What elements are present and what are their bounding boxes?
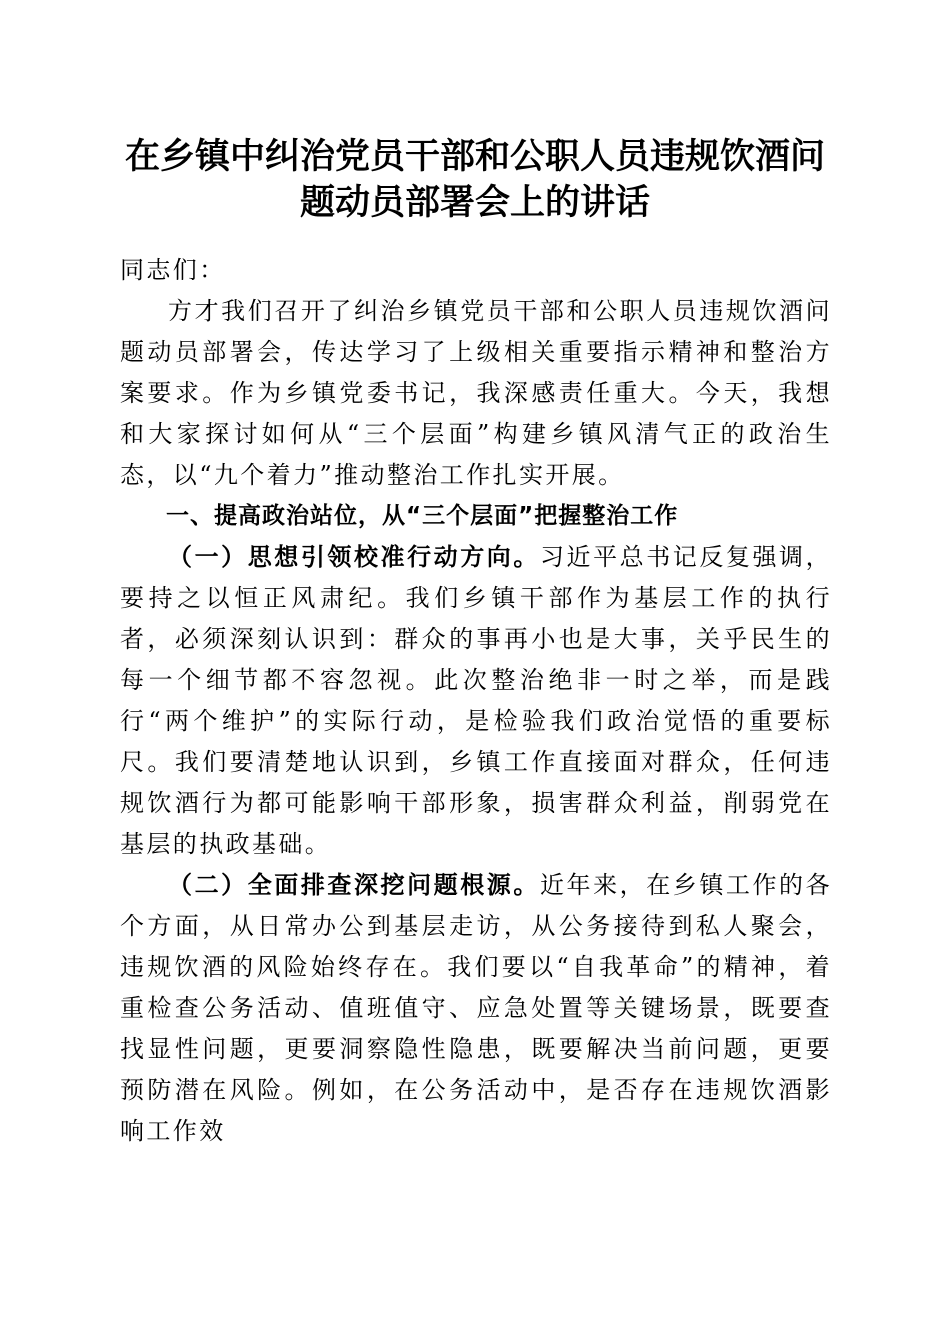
document-title	[100, 134, 850, 226]
subsection-2-text: 近年来，在乡镇工作的各个方面，从日常办公到基层走访，从公务接待到私人聚会，违规饮酒的风险始终存在。我们要以“自我革命”的精神，着重检查公务活动、值班值守、应急处置等关键场景，既要查找显性问题，更要洞察隐性隐患，既要解决当前问题，更要预防潜在风险。例如，在公务活动中，是否存在违规饮酒影响工作效	[120, 871, 832, 1145]
title-line-2: 题动员部署会上的讲话	[299, 182, 650, 223]
subsection-1-paragraph	[120, 537, 832, 865]
subsection-1-text: 习近平总书记反复强调，要持之以恒正风肃纪。我们乡镇干部作为基层工作的执行者，必须深刻认识到：群众的事再小也是大事，关乎民生的每一个细节都不容忽视。此次整治绝非一时之举，而是践行“两个维护”的实际行动，是检验我们政治觉悟的重要标尺。我们要清楚地认识到，乡镇工作直接面对群众，任何违规饮酒行为都可能影响干部形象，损害群众利益，削弱党在基层的执政基础。	[120, 543, 832, 858]
salutation: 同志们：	[120, 256, 226, 284]
subsection-2-paragraph	[120, 865, 832, 1152]
document-body	[120, 250, 832, 1152]
intro-paragraph: 方才我们召开了纠治乡镇党员干部和公职人员违规饮酒问题动员部署会，传达学习了上级相关重要指示精神和整治方案要求。作为乡镇党委书记，我深感责任重大。今天，我想和大家探讨如何从“三个层面”构建乡镇风清气正的政治生态，以“九个着力”推动整治工作扎实开展。	[120, 297, 832, 489]
section-1-heading: 一、提高政治站位，从“三个层面”把握整治工作	[166, 503, 679, 529]
title-line-1: 在乡镇中纠治党员干部和公职人员违规饮酒问	[124, 136, 825, 177]
subsection-1-lead: （一）思想引领校准行动方向。	[168, 543, 540, 571]
subsection-2-lead: （二）全面排查深挖问题根源。	[168, 871, 540, 899]
